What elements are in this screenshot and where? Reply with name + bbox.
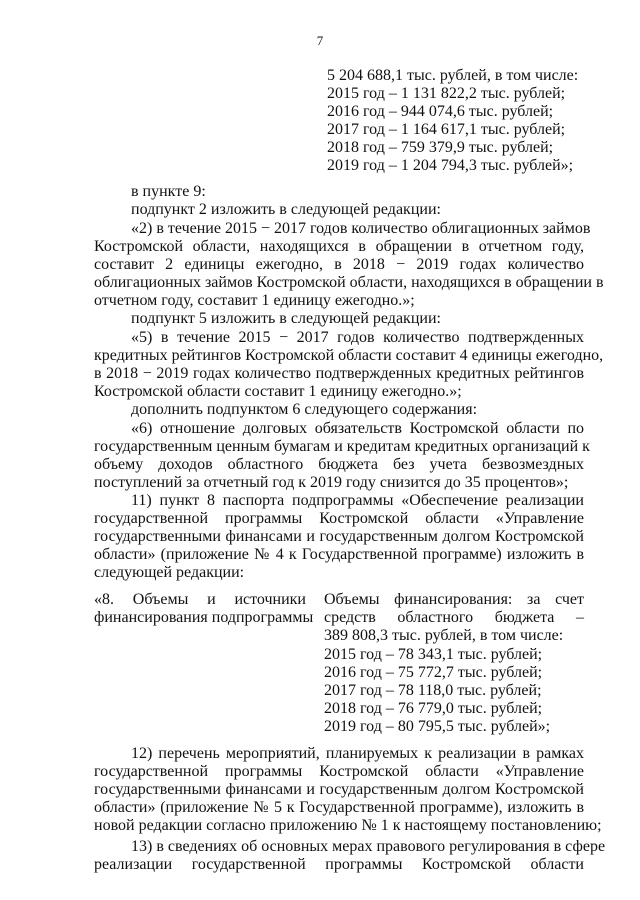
item12-line: государственными финансами и государственным долгом Костромской [94,781,584,798]
table-right-cell-line: средств областного бюджета – [324,609,584,626]
sub5-text-line: кредитных рейтингов Костромской области составит 4 единицы ежегодно, [94,347,604,364]
funding-total-line: 5 204 688,1 тыс. рублей, в том числе: [327,67,579,84]
item13-line: 13) в сведениях об основных мерах правового регулирования в сфере [131,838,606,855]
sub5-text-line: Костромской области составит 1 единицу ежегодно.»; [94,383,462,400]
item12-line: 12) перечень мероприятий, планируемых к реализации в рамках [131,745,584,762]
table-right-cell-line: 389 808,3 тыс. рублей, в том числе: [324,627,564,644]
page-number: 7 [316,33,324,48]
table-left-cell-line: финансирования подпрограммы [94,609,314,626]
table-right-cell-line: 2016 год – 75 772,7 тыс. рублей; [324,664,543,681]
table-right-cell-line: 2015 год – 78 343,1 тыс. рублей; [324,646,543,663]
sub6-text-line: объему доходов областного бюджета без учета безвозмездных [94,456,584,473]
funding-year-line: 2018 год – 759 379,9 тыс. рублей; [327,139,554,156]
table-right-cell-line: 2019 год – 80 795,5 тыс. рублей»; [324,718,551,735]
sub6-text-line: «6) отношение долговых обязательств Костромской области по [131,420,584,437]
funding-year-line: 2017 год – 1 164 617,1 тыс. рублей; [327,121,566,138]
sub5-text-line: «5) в течение 2015 − 2017 годов количество подтвержденных [131,329,584,346]
item12-line: государственной программы Костромской области «Управление [94,763,584,780]
sub2-text-line: Костромской области, находящихся в обращении в отчетном году, [94,238,584,255]
item11-line: следующей редакции: [94,564,245,581]
sub6-text-line: поступлений за отчетный год к 2019 году снизится до 35 процентов»; [94,474,569,491]
point9-intro: в пункте 9: [131,183,206,200]
funding-year-line: 2016 год – 944 074,6 тыс. рублей; [327,103,554,120]
table-right-cell-line: 2018 год – 76 779,0 тыс. рублей; [324,700,543,717]
sub6-text-line: государственным ценным бумагам и кредитам кредитных организаций к [94,438,590,455]
funding-year-line: 2019 год – 1 204 794,3 тыс. рублей»; [327,157,574,174]
table-right-cell-line: 2017 год – 78 118,0 тыс. рублей; [324,682,542,699]
item12-line: области» (приложение № 5 к Государственной программе), изложить в [94,799,584,816]
item11-line: 11) пункт 8 паспорта подпрограммы «Обеспечение реализации [131,492,584,509]
item13-line: реализации государственной программы Костромской области [94,856,584,873]
sub2-text-line: отчетном году, составит 1 единицу ежегодно.»; [94,292,415,309]
sub6-intro: дополнить подпунктом 6 следующего содержания: [131,401,478,418]
sub2-text-line: составит 2 единицы ежегодно, в 2018 − 2019 годах количество [94,256,584,273]
table-left-cell-line: «8. Объемы и источники [94,591,306,608]
sub5-intro: подпункт 5 изложить в следующей редакции: [131,310,441,327]
table-right-cell-line: Объемы финансирования: за счет [324,591,584,608]
item12-line: новой редакции согласно приложению № 1 к настоящему постановлению; [94,817,602,834]
funding-year-line: 2015 год – 1 131 822,2 тыс. рублей; [327,85,566,102]
sub5-text-line: в 2018 − 2019 годах количество подтвержденных кредитных рейтингов [94,365,584,382]
sub2-intro: подпункт 2 изложить в следующей редакции: [131,201,441,218]
sub2-text-line: облигационных займов Костромской области, находящихся в обращении в [94,274,604,291]
item11-line: государственной программы Костромской области «Управление [94,510,584,527]
item11-line: области» (приложение № 4 к Государственной программе) изложить в [94,546,584,563]
sub2-text-line: «2) в течение 2015 − 2017 годов количество облигационных займов [131,220,591,237]
item11-line: государственными финансами и государственным долгом Костромской [94,528,584,545]
